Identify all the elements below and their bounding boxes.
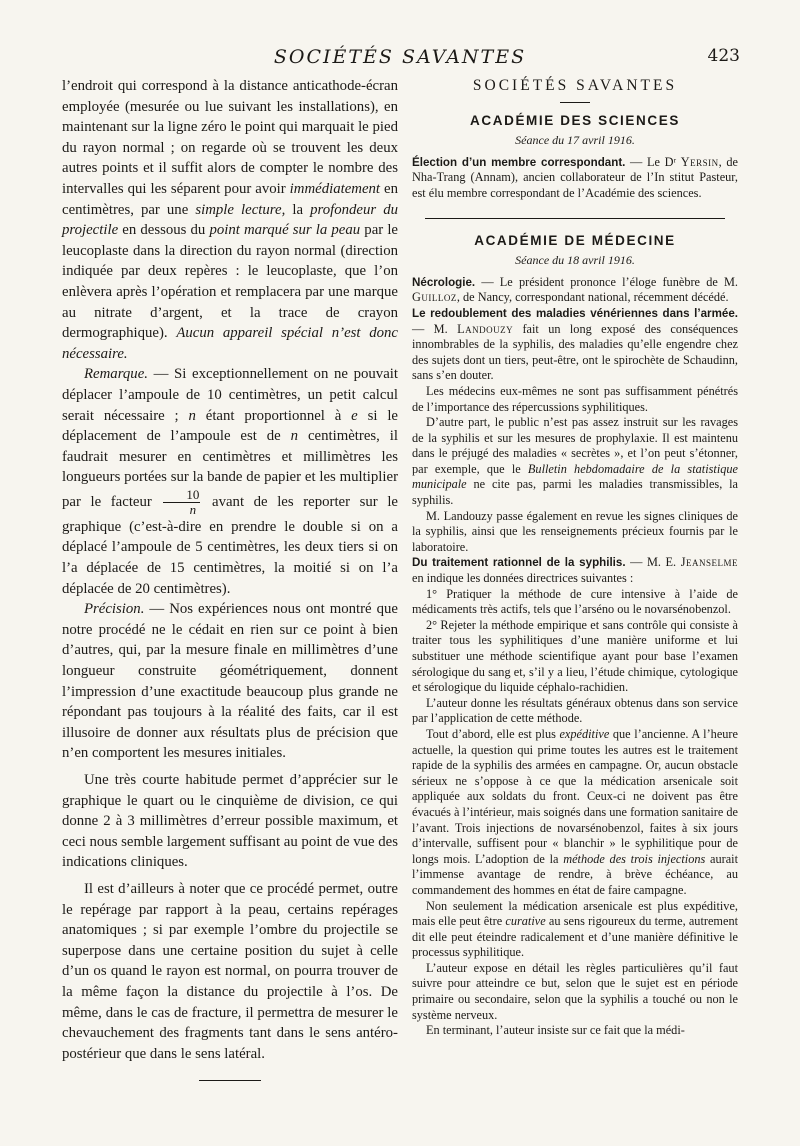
text-run: — Le Dʳ <box>625 154 681 169</box>
paragraph-expose: L’auteur expose en détail les règles particulières qu’il faut suivre pour atteindre ce but, selon que le sujet est en période primaire ou secondaire, selon que la syphilis a touché ou non le système nerveux. <box>412 960 738 1022</box>
text-run: — Si exceptionnellement on ne pouvait déplacer l’ampoule de 10 centimètres, un petit calcul serait nécessaire ; <box>62 366 398 424</box>
end-rule <box>199 1080 261 1081</box>
paragraph-traitement <box>412 555 738 586</box>
text-run: étant proportionnel à <box>195 407 352 424</box>
person-name: Guilloz <box>412 290 457 305</box>
paragraph-redoublement <box>412 306 738 384</box>
text-run: en centimètres, par une <box>62 180 398 218</box>
text-run: aurait l’immense avantage de rendre, à brève échéance, au commandement des hommes en état de faire campagne. <box>412 851 738 897</box>
paragraph-precision <box>62 599 398 764</box>
text-run: , de Nha-Trang (Annam), ancien collaborateur de l’In stitut Pasteur, est élu membre correspondant de l’Académie des sciences. <box>412 154 738 200</box>
lead-heading: Élection d’un membre correspondant. <box>412 155 626 169</box>
text-run: fait un long exposé des conséquences innombrables de la syphilis, des maladies qu’elle engendre chez des sujets dont un tiers, peut-être, ont le spirochète de Schaudinn, sans s’en douter. <box>412 321 738 383</box>
text-run: en indique les données directrices suivantes : <box>412 571 634 586</box>
page-number: 423 <box>707 46 740 66</box>
paragraph-reperage: Il est d’ailleurs à noter que ce procédé permet, outre le repérage par rapport à la peau, certains repérages anatomiques ; si par exemple l’ombre du projectile se superpose dans une certaine position du sujet à celle d’un os quand le rayon est normal, on pourra trouver de la même façon la distance du projectile à l’os. De même, dans le cas de fracture, il permettra de mesurer le chevauchement des fragments tant dans le sens antéro-postérieur que dans le sens latéral. <box>62 880 398 1062</box>
text-run: Non seulement la médication arsenicale est plus expéditive, mais elle peut être <box>412 898 738 929</box>
person-name: Landouzy <box>457 321 514 336</box>
emphasis: profondeur du projectile <box>62 201 398 239</box>
fraction-numerator: 10 <box>163 488 200 503</box>
list-item-1: 1° Pratiquer la méthode de cure intensive à l’aide de médicaments très actifs, tels que l’arséno ou le novarsénobenzol. <box>412 586 738 617</box>
paragraph-terminant: En terminant, l’auteur insiste sur ce fait que la médi- <box>426 1023 685 1038</box>
text-run: ne cite pas, parmi les maladies transmissibles, la syphilis. <box>412 477 738 508</box>
variable: n <box>188 407 196 424</box>
paragraph-landouzy: M. Landouzy passe également en revue les signes cliniques de la syphilis, ainsi que les renseignements précieux fournis par le laboratoire. <box>412 508 738 554</box>
emphasis: simple lecture, <box>195 201 286 218</box>
paragraph-label: Remarque. <box>84 366 148 383</box>
person-name: Yersin <box>680 154 719 169</box>
text-run: — M. E. <box>625 555 681 570</box>
academie-medecine-title: ACADÉMIE DE MÉDECINE <box>474 232 676 248</box>
paragraph-method <box>62 76 398 364</box>
emphasis: Bulletin hebdomadaire de la statistique municipale <box>412 461 738 492</box>
text-run: l’endroit qui correspond à la distance anticathode-écran employée (mesurée ou lue suivant les installations), en maintenant sur la ligne zéro le point qui marquait le pied du rayon normal ; on regarde où se trouvent les deux autres points et il suffit alors de compter le nombre des intervalles qui les séparent pour avoir <box>62 78 398 197</box>
text-run: D’autre part, le public n’est pas assez instruit sur les ravages de la syphilis et sur les mesures de prophylaxie. Il est maintenu dans le préjugé des maladies « secrètes », et l’on peut s’étonner, par exemple, que le <box>412 415 738 476</box>
academie-sciences-title: ACADÉMIE DES SCIENCES <box>470 112 680 128</box>
text-run: en dessous du <box>118 222 210 239</box>
paragraph-election <box>412 155 738 202</box>
section-rule <box>560 102 590 103</box>
text-run: , de Nancy, correspondant national, récemment décédé. <box>456 290 729 305</box>
list-item-2: 2° Rejeter la méthode empirique et sans contrôle qui consiste à traiter tous les syphilitiques d’une manière uniforme et lui substituer une méthode scientifique ayant pour base l’examen sérologique du sang et, s’il y a lieu, l’étude chimique, cytologique et sérologique du liquide céphalo-rachidien. <box>412 617 738 695</box>
emphasis: immédiatement <box>289 180 381 197</box>
emphasis: expéditive <box>559 726 610 741</box>
lead-heading: Du traitement rationnel de la syphilis. <box>412 556 626 570</box>
paragraph-remarque <box>62 364 398 599</box>
paragraph-medecins: Les médecins eux-mêmes ne sont pas suffisamment pénétrés de l’importance des répercussions syphilitiques. <box>412 383 738 414</box>
lead-heading: Le redoublement des maladies vénériennes dans l’armée. <box>412 306 738 320</box>
text-run: au sens rigoureux du terme, autrement dit elle peut éteindre radicalement et d’une manière définitive le processus syphilitique. <box>412 914 739 960</box>
text-run: par le leucoplaste dans la direction du rayon normal (direction indiquée par deux repères : le leucoplaste, que l’on enlèvera après l’opération et remplacera par une marque au nitrate d’argent, et la trace de crayon dermographique). <box>62 222 398 342</box>
text-run: Tout d’abord, elle est plus <box>426 726 560 741</box>
paragraph-necrologie <box>412 275 738 306</box>
paragraph-label: Précision. <box>84 601 145 618</box>
text-run: si le déplacement de l’ampoule est de <box>62 407 398 445</box>
text-run: — Nos expériences nous ont montré que notre procédé ne le cédait en rien sur ce point à bien d’autres, qui, par la mesure finale en millimètres d’une longueur construite géométriquement, donnent l’impression d’une exactitude beaucoup plus grande ne répondant pas toujours à la réalité des faits, car il est illusoire de donner aux résultats plus de précision que n’en comportent les mesures initiales. <box>62 601 398 762</box>
fraction-denominator: n <box>189 501 197 517</box>
text-run: que l’ancienne. A l’heure actuelle, la question qui prime toutes les autres est le traitement rapide de la syphilis des armées en campagne. Or, aucun obstacle sérieux ne s’oppose à ce que la médication arsenicale soit appliquée aux soldats du front. Ceux-ci ne doivent pas être évacués à l’intérieur, mais soignés dans une formation sanitaire de l’avant. Trois injections de novarsénobenzol, faites à six jours d’intervalle, suffisent pour « blanchir » le syphilitique pour de longs mois. L’adoption de la <box>412 726 738 866</box>
emphasis: curative <box>505 914 546 929</box>
paragraph-tout-dabord <box>412 727 738 899</box>
text-run: centimètres, il faudrait mesurer en centimètres et millimètres les longueurs portées sur la bande de papier et les multiplier par le facteur <box>62 428 398 510</box>
variable: e <box>351 407 358 424</box>
seance-date: Séance du 18 avril 1916. <box>515 253 635 268</box>
page-header <box>60 40 740 70</box>
emphasis: point marqué sur la peau <box>209 222 361 239</box>
paragraph-habitude: Une très courte habitude permet d’apprécier sur le graphique le quart ou le cinquième de division, ce qui donne 2 à 3 millimètres d’erreur possible maximum, et ceci nous semble largement suffisant au point de vue des indications cliniques. <box>62 772 398 871</box>
running-title: SOCIÉTÉS SAVANTES <box>273 46 527 68</box>
section-title: SOCIÉTÉS SAVANTES <box>472 77 678 94</box>
text-run: — M. <box>412 321 458 336</box>
seance-date: Séance du 17 avril 1916. <box>515 133 635 148</box>
text-run: avant de les reporter sur le graphique (c’est-à-dire en prendre le double si on a déplacé l’ampoule de 5 centimètres, les deux tiers si on l’a déplacée de 15 centimètres, la moitié si on l’a déplacée de 20 centimètres). <box>62 493 398 597</box>
text-run: — Le président prononce l’éloge funèbre de M. <box>475 274 738 289</box>
emphasis: méthode des trois injections <box>563 851 706 866</box>
paragraph-resultats: L’auteur donne les résultats généraux obtenus dans son service par l’application de cette méthode. <box>412 695 738 726</box>
fraction <box>163 488 200 517</box>
text-run: la <box>285 201 311 218</box>
emphasis: Aucun appareil spécial n’est donc nécessaire. <box>62 325 398 362</box>
paragraph-public <box>412 415 738 509</box>
section-divider <box>425 218 725 219</box>
person-name: Jeanselme <box>680 555 738 570</box>
right-column <box>412 76 738 1039</box>
variable: n <box>290 428 299 445</box>
paragraph-non-seulement <box>412 899 738 961</box>
lead-heading: Nécrologie. <box>412 275 476 289</box>
left-column <box>62 76 398 1081</box>
